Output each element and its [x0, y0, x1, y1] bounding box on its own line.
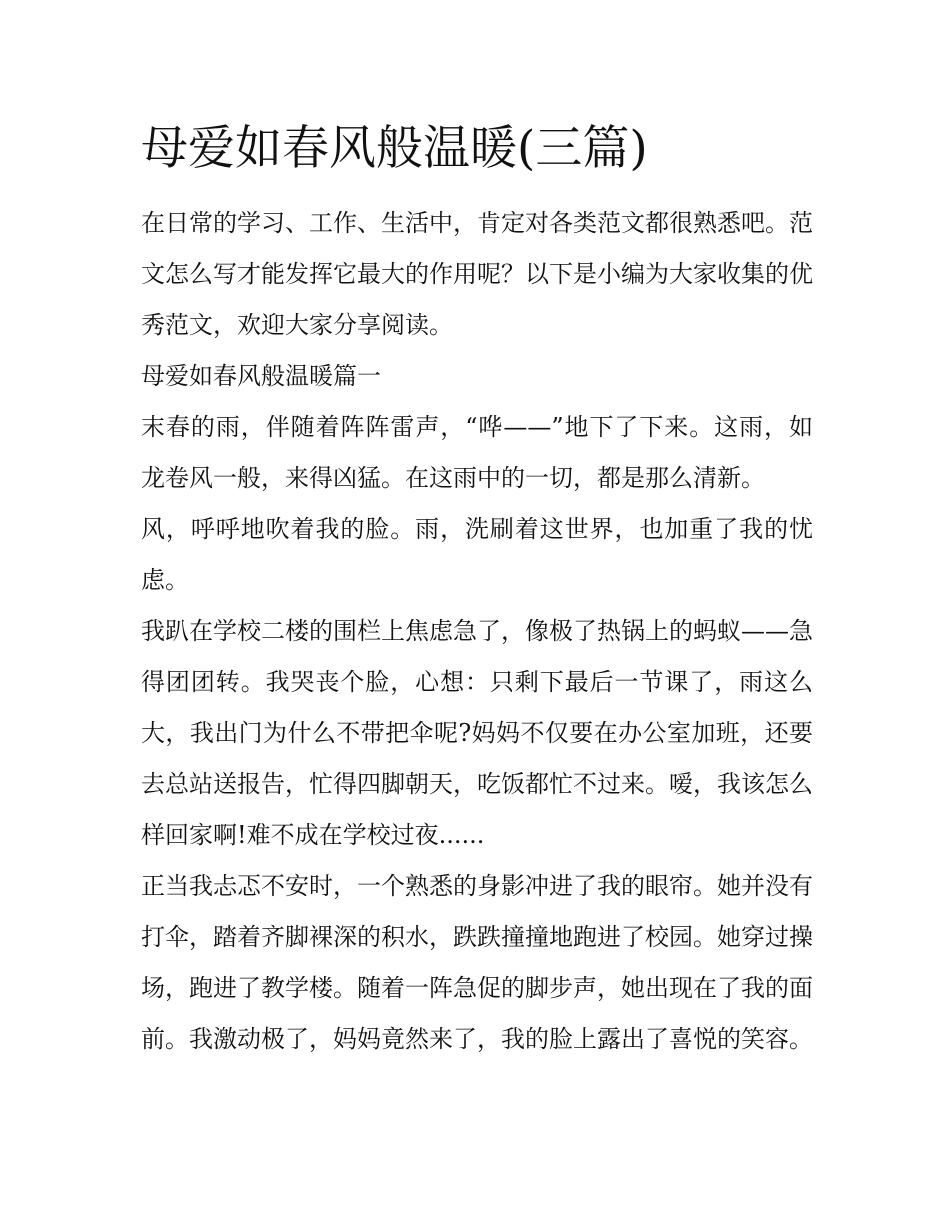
document-body: [141, 118, 813, 1065]
body-paragraph: 风，呼呼地吹着我的脸。雨，洗刷着这世界，也加重了我的忧虑。: [141, 515, 813, 594]
body-paragraph: 末春的雨，伴随着阵阵雷声，“哗——”地下了下来。这雨，如龙卷风一般，来得凶猛。在这雨中的一切，都是那么清新。: [141, 413, 813, 492]
intro-paragraph: 在日常的学习、工作、生活中，肯定对各类范文都很熟悉吧。范文怎么写才能发挥它最大的作用呢？以下是小编为大家收集的优秀范文，欢迎大家分享阅读。: [141, 209, 813, 339]
body-paragraph: 正当我忐忑不安时，一个熟悉的身影冲进了我的眼帘。她并没有打伞，踏着齐脚裸深的积水，跌跌撞撞地跑进了校园。她穿过操场，跑进了教学楼。随着一阵急促的脚步声，她出现在了我的面前。我激动极了，妈妈竟然来了，我的脸上露出了喜悦的笑容。: [141, 872, 813, 1053]
body-paragraph: 我趴在学校二楼的围栏上焦虑急了，像极了热锅上的蚂蚁——急得团团转。我哭丧个脸，心想：只剩下最后一节课了，雨这么大，我出门为什么不带把伞呢?妈妈不仅要在办公室加班，还要去总站送报告，忙得四脚朝天，吃饭都忙不过来。嗳，我该怎么样回家啊!难不成在学校过夜......: [141, 617, 813, 849]
document-title: 母爱如春风般温暖(三篇): [141, 121, 648, 176]
section-heading: 母爱如春风般温暖篇一: [141, 362, 381, 390]
